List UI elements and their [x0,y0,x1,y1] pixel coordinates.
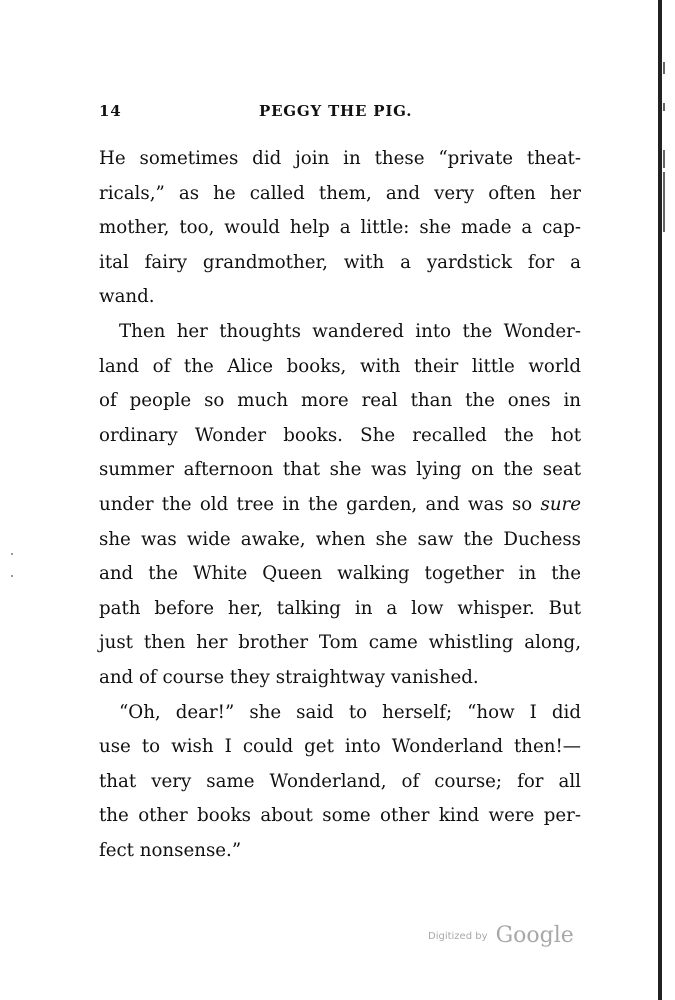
text-line: He sometimes did join in these “private theat- [99,148,581,169]
text-line: summer afternoon that she was lying on the seat [99,459,581,481]
scan-edge-mark [663,172,665,232]
text-line: of people so much more real than the ones in [99,390,581,412]
text-line: path before her, talking in a low whisper. But [99,597,581,619]
text-line: ital fairy grandmother, with a yardstick for a [99,251,581,273]
text-line: land of the Alice books, with their little world [99,355,581,377]
page-number: 14 [99,102,122,120]
text-line: “Oh, dear!” she said to herself; “how I did [119,701,581,723]
digitized-watermark [428,923,574,953]
text-line: fect nonsense.” [99,839,242,861]
scan-edge-mark [663,150,665,168]
running-header [99,102,583,128]
text-line: ricals,” as he called them, and very often her [99,182,581,204]
text-line: use to wish I could get into Wonderland then!— [99,736,581,758]
text-line: she was wide awake, when she saw the Duchess [99,528,581,550]
scan-edge-line [658,0,662,1000]
text-line: and of course they straightway vanished. [99,666,479,688]
text-line: Then her thoughts wandered into the Wonder- [119,320,581,342]
text-line: that very same Wonderland, of course; for all [99,770,581,792]
emphasized-word: sure [540,493,581,515]
text-line: wand. [99,286,155,308]
page-body-text [99,142,581,868]
text-line: the other books about some other kind were per- [99,805,581,827]
scan-edge-mark [663,103,665,111]
text-line: just then her brother Tom came whistling along, [99,632,581,654]
scan-speck [11,553,13,555]
text-line: mother, too, would help a little: she made a cap- [99,217,581,239]
running-title: PEGGY THE PIG. [259,102,413,120]
google-wordmark: Google [495,923,574,948]
scan-speck [11,575,13,577]
text-line: and the White Queen walking together in the [99,563,581,585]
digitized-label: Digitized by [428,931,488,942]
text-line [99,488,581,523]
scan-edge-mark [663,62,665,74]
text-segment: under the old tree in the garden, and was so [99,493,541,515]
text-line: ordinary Wonder books. She recalled the hot [99,424,581,446]
